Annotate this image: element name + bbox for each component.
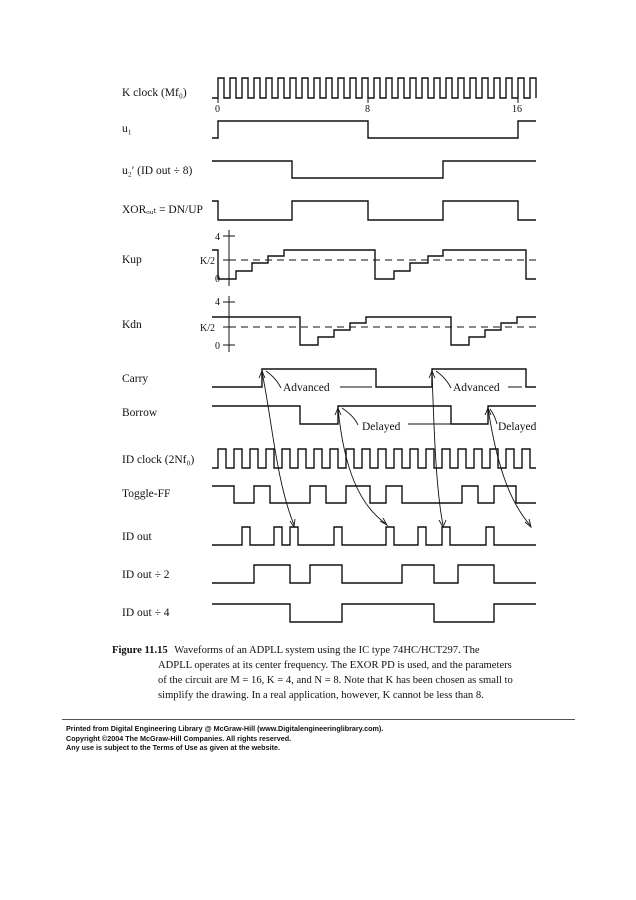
label-borrow: Borrow	[122, 407, 158, 419]
wave-id-clock	[212, 449, 536, 468]
kdn-axis-half: K/2	[200, 323, 215, 334]
wave-k-clock	[212, 78, 536, 98]
label-carry: Carry	[122, 373, 149, 385]
wave-id-out	[212, 527, 536, 545]
wave-xor	[212, 201, 536, 220]
footer-line-3: Any use is subject to the Terms of Use as given at the website.	[66, 743, 280, 753]
kdn-axis-4: 4	[215, 297, 220, 308]
label-kdn: Kdn	[122, 319, 142, 331]
tick-label-8: 8	[365, 104, 370, 115]
kup-axis-half: K/2	[200, 256, 215, 267]
label-xor: XORₒᵤₜ = DN/UP	[122, 204, 203, 216]
annotation-delayed-2: Delayed	[498, 421, 537, 433]
kup-axis-0: 0	[215, 274, 220, 285]
tick-label-0: 0	[215, 104, 220, 115]
label-id-clock: ID clock (2Nf₀)	[122, 454, 195, 466]
wave-kdn	[212, 317, 536, 345]
label-id-out: ID out	[122, 531, 152, 543]
wave-toggle-ff	[212, 486, 536, 503]
caption-line-1: Waveforms of an ADPLL system using the IC type 74HC/HCT297. The	[174, 645, 480, 656]
annotation-delayed-1: Delayed	[362, 421, 401, 433]
figure-number: Figure 11.15	[112, 645, 168, 656]
caption-line-2: ADPLL operates at its center frequency. The EXOR PD is used, and the parameters	[158, 660, 512, 671]
label-u1: u₁	[122, 123, 132, 135]
footer-line-1: Printed from Digital Engineering Library @ McGraw-Hill (www.Digitalengineeringlibrary.com).	[66, 724, 384, 733]
label-id-out-2: ID out ÷ 2	[122, 569, 170, 581]
wave-u2	[212, 161, 536, 178]
caption-line-4: simplify the drawing. In a real application, however, K cannot be less than 8.	[158, 690, 484, 701]
wave-id-out-4	[212, 604, 536, 622]
wave-id-out-2	[212, 565, 536, 583]
footer-rule	[62, 719, 575, 720]
annotation-advanced-2: Advanced	[453, 382, 500, 394]
tick-label-16: 16	[512, 104, 522, 115]
figure-caption	[112, 643, 552, 703]
footer	[66, 724, 383, 753]
annotation-advanced-1: Advanced	[283, 382, 330, 394]
wave-u1	[212, 121, 536, 138]
label-u2: u₂′ (ID out ÷ 8)	[122, 165, 193, 177]
kup-axis-4: 4	[215, 232, 220, 243]
footer-line-2: Copyright ©2004 The McGraw-Hill Companies. All rights reserved.	[66, 733, 292, 743]
kdn-axis-0: 0	[215, 341, 220, 352]
caption-line-3: of the circuit are M = 16, K = 4, and N = 8. Note that K has been chosen as small to	[158, 675, 513, 686]
label-toggle-ff: Toggle-FF	[122, 488, 171, 500]
wave-kup	[212, 250, 536, 279]
label-id-out-4: ID out ÷ 4	[122, 607, 170, 619]
label-k-clock: K clock (Mf₀)	[122, 87, 187, 99]
label-kup: Kup	[122, 254, 142, 266]
